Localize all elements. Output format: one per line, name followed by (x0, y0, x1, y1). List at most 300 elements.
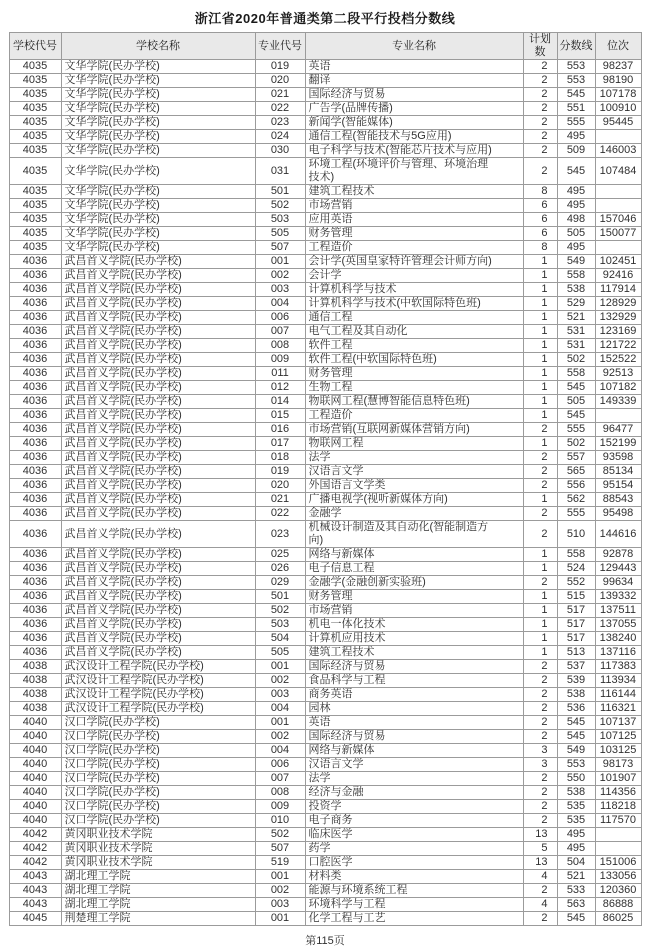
major-name-cell: 软件工程(中软国际特色班) (305, 353, 523, 367)
table-row (9, 507, 641, 521)
score-table-body (9, 60, 641, 926)
major-code-cell: 024 (255, 130, 305, 144)
score-line-cell: 557 (557, 451, 595, 465)
rank-cell (595, 130, 641, 144)
score-line-cell: 495 (557, 199, 595, 213)
major-code-cell: 019 (255, 465, 305, 479)
score-line-cell: 521 (557, 311, 595, 325)
major-code-cell: 022 (255, 507, 305, 521)
major-name-cell: 机械设计制造及其自动化(智能制造方向) (305, 521, 523, 548)
major-code-cell: 026 (255, 562, 305, 576)
score-line-cell: 552 (557, 576, 595, 590)
table-row (9, 199, 641, 213)
rank-cell: 117383 (595, 660, 641, 674)
plan-count-cell: 1 (523, 325, 557, 339)
rank-cell (595, 185, 641, 199)
plan-count-cell: 2 (523, 60, 557, 74)
rank-cell: 98190 (595, 74, 641, 88)
score-line-cell: 555 (557, 116, 595, 130)
header-plan-count: 计划数 (523, 33, 557, 60)
rank-cell: 85134 (595, 465, 641, 479)
school-name-cell: 武昌首义学院(民办学校) (61, 353, 255, 367)
score-line-cell: 529 (557, 297, 595, 311)
major-name-cell: 计算机科学与技术(中软国际特色班) (305, 297, 523, 311)
score-line-cell: 545 (557, 381, 595, 395)
score-line-cell: 502 (557, 353, 595, 367)
school-code-cell: 4036 (9, 576, 61, 590)
major-name-cell: 法学 (305, 451, 523, 465)
table-row (9, 688, 641, 702)
major-name-cell: 国际经济与贸易 (305, 730, 523, 744)
school-code-cell: 4040 (9, 800, 61, 814)
score-line-cell: 509 (557, 144, 595, 158)
school-name-cell: 湖北理工学院 (61, 898, 255, 912)
table-row (9, 297, 641, 311)
major-code-cell: 015 (255, 409, 305, 423)
school-code-cell: 4038 (9, 702, 61, 716)
rank-cell: 151006 (595, 856, 641, 870)
table-row (9, 800, 641, 814)
score-line-cell: 553 (557, 74, 595, 88)
plan-count-cell: 4 (523, 898, 557, 912)
school-name-cell: 汉口学院(民办学校) (61, 800, 255, 814)
school-code-cell: 4035 (9, 144, 61, 158)
major-name-cell: 计算机应用技术 (305, 632, 523, 646)
major-name-cell: 金融学 (305, 507, 523, 521)
table-row (9, 74, 641, 88)
rank-cell: 101907 (595, 772, 641, 786)
major-name-cell: 计算机科学与技术 (305, 283, 523, 297)
table-row (9, 144, 641, 158)
school-name-cell: 湖北理工学院 (61, 884, 255, 898)
major-code-cell: 006 (255, 758, 305, 772)
major-name-cell: 建筑工程技术 (305, 646, 523, 660)
major-code-cell: 009 (255, 353, 305, 367)
major-code-cell: 029 (255, 576, 305, 590)
table-row (9, 898, 641, 912)
table-row (9, 772, 641, 786)
plan-count-cell: 2 (523, 465, 557, 479)
school-name-cell: 武昌首义学院(民办学校) (61, 632, 255, 646)
plan-count-cell: 2 (523, 786, 557, 800)
major-name-cell: 英语 (305, 716, 523, 730)
score-line-cell: 495 (557, 828, 595, 842)
rank-cell: 149339 (595, 395, 641, 409)
table-row (9, 660, 641, 674)
major-code-cell: 030 (255, 144, 305, 158)
score-line-cell: 549 (557, 255, 595, 269)
school-code-cell: 4038 (9, 688, 61, 702)
school-code-cell: 4036 (9, 604, 61, 618)
rank-cell: 98173 (595, 758, 641, 772)
table-row (9, 702, 641, 716)
major-name-cell: 药学 (305, 842, 523, 856)
table-row (9, 451, 641, 465)
major-code-cell: 007 (255, 325, 305, 339)
plan-count-cell: 2 (523, 674, 557, 688)
rank-cell: 116321 (595, 702, 641, 716)
school-name-cell: 文华学院(民办学校) (61, 158, 255, 185)
score-line-cell: 537 (557, 660, 595, 674)
school-name-cell: 武昌首义学院(民办学校) (61, 646, 255, 660)
school-name-cell: 武昌首义学院(民办学校) (61, 451, 255, 465)
plan-count-cell: 1 (523, 590, 557, 604)
major-code-cell: 002 (255, 730, 305, 744)
major-code-cell: 008 (255, 786, 305, 800)
school-name-cell: 武昌首义学院(民办学校) (61, 548, 255, 562)
rank-cell: 128929 (595, 297, 641, 311)
score-line-cell: 531 (557, 339, 595, 353)
major-code-cell: 016 (255, 423, 305, 437)
school-name-cell: 文华学院(民办学校) (61, 199, 255, 213)
major-name-cell: 投资学 (305, 800, 523, 814)
school-name-cell: 文华学院(民办学校) (61, 102, 255, 116)
major-name-cell: 市场营销 (305, 604, 523, 618)
score-line-cell: 563 (557, 898, 595, 912)
school-name-cell: 武昌首义学院(民办学校) (61, 521, 255, 548)
school-name-cell: 武昌首义学院(民办学校) (61, 409, 255, 423)
major-name-cell: 电子科学与技术(智能芯片技术与应用) (305, 144, 523, 158)
school-code-cell: 4040 (9, 814, 61, 828)
score-line-cell: 495 (557, 842, 595, 856)
school-name-cell: 武昌首义学院(民办学校) (61, 507, 255, 521)
plan-count-cell: 5 (523, 842, 557, 856)
school-name-cell: 武昌首义学院(民办学校) (61, 479, 255, 493)
plan-count-cell: 2 (523, 74, 557, 88)
major-name-cell: 新闻学(智能媒体) (305, 116, 523, 130)
school-code-cell: 4040 (9, 744, 61, 758)
plan-count-cell: 1 (523, 562, 557, 576)
score-line-cell: 553 (557, 60, 595, 74)
major-name-cell: 能源与环境系统工程 (305, 884, 523, 898)
school-code-cell: 4042 (9, 828, 61, 842)
plan-count-cell: 2 (523, 688, 557, 702)
major-code-cell: 505 (255, 227, 305, 241)
rank-cell: 114356 (595, 786, 641, 800)
school-code-cell: 4035 (9, 199, 61, 213)
plan-count-cell: 13 (523, 856, 557, 870)
rank-cell: 133056 (595, 870, 641, 884)
table-row (9, 395, 641, 409)
major-code-cell: 503 (255, 618, 305, 632)
score-line-cell: 502 (557, 437, 595, 451)
major-code-cell: 006 (255, 311, 305, 325)
school-code-cell: 4036 (9, 507, 61, 521)
rank-cell: 113934 (595, 674, 641, 688)
plan-count-cell: 2 (523, 451, 557, 465)
school-code-cell: 4038 (9, 660, 61, 674)
school-code-cell: 4043 (9, 898, 61, 912)
school-name-cell: 武昌首义学院(民办学校) (61, 590, 255, 604)
major-code-cell: 008 (255, 339, 305, 353)
table-row (9, 60, 641, 74)
major-name-cell: 材料类 (305, 870, 523, 884)
rank-cell: 139332 (595, 590, 641, 604)
plan-count-cell: 8 (523, 185, 557, 199)
school-code-cell: 4036 (9, 590, 61, 604)
table-row (9, 828, 641, 842)
rank-cell: 137055 (595, 618, 641, 632)
major-code-cell: 502 (255, 604, 305, 618)
rank-cell (595, 409, 641, 423)
plan-count-cell: 2 (523, 88, 557, 102)
school-name-cell: 武昌首义学院(民办学校) (61, 618, 255, 632)
page-title: 浙江省2020年普通类第二段平行投档分数线 (194, 11, 456, 26)
major-code-cell: 002 (255, 884, 305, 898)
major-code-cell: 019 (255, 60, 305, 74)
school-name-cell: 武昌首义学院(民办学校) (61, 465, 255, 479)
score-line-cell: 558 (557, 548, 595, 562)
plan-count-cell: 1 (523, 283, 557, 297)
rank-cell: 95445 (595, 116, 641, 130)
major-code-cell: 504 (255, 632, 305, 646)
major-name-cell: 生物工程 (305, 381, 523, 395)
major-name-cell: 汉语言文学 (305, 758, 523, 772)
score-line-cell: 562 (557, 493, 595, 507)
score-line-cell: 505 (557, 227, 595, 241)
school-name-cell: 武昌首义学院(民办学校) (61, 437, 255, 451)
major-code-cell: 505 (255, 646, 305, 660)
school-code-cell: 4036 (9, 255, 61, 269)
school-code-cell: 4040 (9, 786, 61, 800)
score-line-cell: 549 (557, 744, 595, 758)
header-school-code: 学校代号 (9, 33, 61, 60)
school-name-cell: 武昌首义学院(民办学校) (61, 367, 255, 381)
major-code-cell: 507 (255, 842, 305, 856)
rank-cell: 120360 (595, 884, 641, 898)
school-code-cell: 4040 (9, 758, 61, 772)
school-code-cell: 4036 (9, 437, 61, 451)
rank-cell: 146003 (595, 144, 641, 158)
score-line-cell: 495 (557, 241, 595, 255)
rank-cell (595, 842, 641, 856)
plan-count-cell: 2 (523, 521, 557, 548)
score-line-cell: 550 (557, 772, 595, 786)
plan-count-cell: 1 (523, 255, 557, 269)
score-line-cell: 535 (557, 800, 595, 814)
school-name-cell: 武昌首义学院(民办学校) (61, 395, 255, 409)
major-name-cell: 会计学(英国皇家特许管理会计师方向) (305, 255, 523, 269)
table-row (9, 116, 641, 130)
major-code-cell: 031 (255, 158, 305, 185)
table-row (9, 604, 641, 618)
rank-cell: 103125 (595, 744, 641, 758)
rank-cell: 121722 (595, 339, 641, 353)
rank-cell: 157046 (595, 213, 641, 227)
plan-count-cell: 1 (523, 493, 557, 507)
rank-cell: 129443 (595, 562, 641, 576)
major-code-cell: 020 (255, 74, 305, 88)
plan-count-cell: 2 (523, 130, 557, 144)
school-name-cell: 武昌首义学院(民办学校) (61, 493, 255, 507)
rank-cell: 137511 (595, 604, 641, 618)
score-line-cell: 556 (557, 479, 595, 493)
major-name-cell: 法学 (305, 772, 523, 786)
school-name-cell: 汉口学院(民办学校) (61, 772, 255, 786)
rank-cell: 116144 (595, 688, 641, 702)
major-code-cell: 501 (255, 590, 305, 604)
score-line-cell: 536 (557, 702, 595, 716)
rank-cell: 123169 (595, 325, 641, 339)
major-name-cell: 物联网工程(慧博智能信息特色班) (305, 395, 523, 409)
major-name-cell: 口腔医学 (305, 856, 523, 870)
score-line-cell: 498 (557, 213, 595, 227)
rank-cell: 107182 (595, 381, 641, 395)
rank-cell: 93598 (595, 451, 641, 465)
rank-cell: 92878 (595, 548, 641, 562)
rank-cell: 98237 (595, 60, 641, 74)
major-code-cell: 018 (255, 451, 305, 465)
table-row (9, 437, 641, 451)
plan-count-cell: 1 (523, 409, 557, 423)
header-school-name: 学校名称 (61, 33, 255, 60)
school-name-cell: 湖北理工学院 (61, 870, 255, 884)
major-code-cell: 004 (255, 702, 305, 716)
school-name-cell: 汉口学院(民办学校) (61, 730, 255, 744)
school-code-cell: 4036 (9, 409, 61, 423)
score-line-cell: 545 (557, 88, 595, 102)
header-score-line: 分数线 (557, 33, 595, 60)
rank-cell: 107178 (595, 88, 641, 102)
rank-cell: 150077 (595, 227, 641, 241)
plan-count-cell: 1 (523, 311, 557, 325)
major-name-cell: 财务管理 (305, 367, 523, 381)
score-table (9, 32, 642, 926)
major-code-cell: 023 (255, 116, 305, 130)
plan-count-cell: 2 (523, 116, 557, 130)
major-code-cell: 023 (255, 521, 305, 548)
major-name-cell: 园林 (305, 702, 523, 716)
table-row (9, 353, 641, 367)
table-row (9, 548, 641, 562)
table-row (9, 744, 641, 758)
school-code-cell: 4040 (9, 772, 61, 786)
plan-count-cell: 2 (523, 479, 557, 493)
school-code-cell: 4035 (9, 102, 61, 116)
score-line-cell: 517 (557, 618, 595, 632)
plan-count-cell: 1 (523, 437, 557, 451)
major-name-cell: 机电一体化技术 (305, 618, 523, 632)
table-row (9, 646, 641, 660)
table-row (9, 842, 641, 856)
school-name-cell: 汉口学院(民办学校) (61, 744, 255, 758)
major-name-cell: 物联网工程 (305, 437, 523, 451)
plan-count-cell: 2 (523, 730, 557, 744)
score-line-cell: 545 (557, 716, 595, 730)
table-row (9, 814, 641, 828)
major-name-cell: 经济与金融 (305, 786, 523, 800)
rank-cell: 132929 (595, 311, 641, 325)
school-name-cell: 文华学院(民办学校) (61, 213, 255, 227)
school-code-cell: 4036 (9, 297, 61, 311)
major-code-cell: 003 (255, 688, 305, 702)
rank-cell: 86025 (595, 912, 641, 926)
major-name-cell: 环境科学与工程 (305, 898, 523, 912)
rank-cell: 138240 (595, 632, 641, 646)
school-name-cell: 文华学院(民办学校) (61, 144, 255, 158)
major-name-cell: 市场营销 (305, 199, 523, 213)
school-name-cell: 文华学院(民办学校) (61, 60, 255, 74)
plan-count-cell: 2 (523, 716, 557, 730)
major-name-cell: 电子商务 (305, 814, 523, 828)
rank-cell: 107137 (595, 716, 641, 730)
school-code-cell: 4035 (9, 116, 61, 130)
table-row (9, 716, 641, 730)
major-name-cell: 英语 (305, 60, 523, 74)
major-code-cell: 010 (255, 814, 305, 828)
major-name-cell: 食品科学与工程 (305, 674, 523, 688)
score-line-cell: 495 (557, 185, 595, 199)
plan-count-cell: 1 (523, 632, 557, 646)
plan-count-cell: 2 (523, 912, 557, 926)
major-name-cell: 建筑工程技术 (305, 185, 523, 199)
rank-cell: 92513 (595, 367, 641, 381)
score-line-cell: 558 (557, 269, 595, 283)
header-major-code: 专业代号 (255, 33, 305, 60)
score-line-cell: 555 (557, 507, 595, 521)
school-code-cell: 4042 (9, 856, 61, 870)
school-name-cell: 武汉设计工程学院(民办学校) (61, 702, 255, 716)
major-name-cell: 通信工程(智能技术与5G应用) (305, 130, 523, 144)
plan-count-cell: 2 (523, 772, 557, 786)
header-row (9, 33, 641, 60)
table-row (9, 870, 641, 884)
rank-cell (595, 241, 641, 255)
table-row (9, 88, 641, 102)
school-name-cell: 文华学院(民办学校) (61, 116, 255, 130)
major-name-cell: 广播电视学(视听新媒体方向) (305, 493, 523, 507)
school-name-cell: 武昌首义学院(民办学校) (61, 339, 255, 353)
plan-count-cell: 1 (523, 269, 557, 283)
major-code-cell: 502 (255, 828, 305, 842)
table-row (9, 884, 641, 898)
score-line-cell: 545 (557, 730, 595, 744)
rank-cell: 100910 (595, 102, 641, 116)
school-name-cell: 武昌首义学院(民办学校) (61, 269, 255, 283)
school-name-cell: 武昌首义学院(民办学校) (61, 325, 255, 339)
school-name-cell: 汉口学院(民办学校) (61, 786, 255, 800)
table-row (9, 521, 641, 548)
header-major-name: 专业名称 (305, 33, 523, 60)
table-row (9, 493, 641, 507)
school-code-cell: 4036 (9, 353, 61, 367)
school-name-cell: 汉口学院(民办学校) (61, 758, 255, 772)
score-line-cell: 538 (557, 786, 595, 800)
school-code-cell: 4036 (9, 451, 61, 465)
school-code-cell: 4038 (9, 674, 61, 688)
plan-count-cell: 2 (523, 660, 557, 674)
table-row (9, 409, 641, 423)
school-code-cell: 4042 (9, 842, 61, 856)
table-row (9, 311, 641, 325)
school-code-cell: 4036 (9, 646, 61, 660)
score-line-cell: 524 (557, 562, 595, 576)
rank-cell (595, 199, 641, 213)
score-line-cell: 535 (557, 814, 595, 828)
rank-cell: 92416 (595, 269, 641, 283)
major-code-cell: 025 (255, 548, 305, 562)
score-line-cell: 504 (557, 856, 595, 870)
rank-cell: 95498 (595, 507, 641, 521)
table-row (9, 590, 641, 604)
major-code-cell: 009 (255, 800, 305, 814)
rank-cell: 95154 (595, 479, 641, 493)
major-name-cell: 网络与新媒体 (305, 548, 523, 562)
plan-count-cell: 2 (523, 702, 557, 716)
school-code-cell: 4036 (9, 395, 61, 409)
score-line-cell: 545 (557, 409, 595, 423)
school-code-cell: 4043 (9, 870, 61, 884)
